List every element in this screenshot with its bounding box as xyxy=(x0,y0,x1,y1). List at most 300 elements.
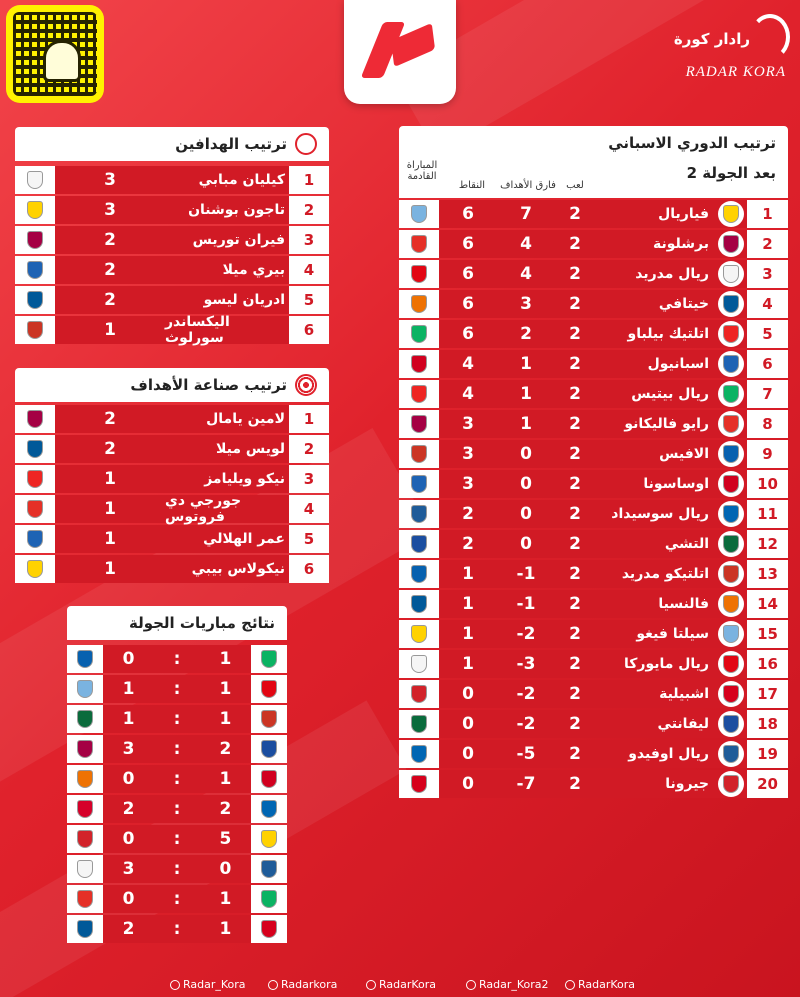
score-cell xyxy=(103,675,251,703)
next-opponent-crest-icon xyxy=(406,261,432,287)
scorers-name: فيران توريس xyxy=(165,226,289,254)
social-link[interactable] xyxy=(466,978,549,991)
social-link[interactable] xyxy=(366,978,436,991)
standing-rank: 14 xyxy=(747,590,788,618)
team-crest-wrap xyxy=(715,651,747,677)
scorers-row[interactable] xyxy=(15,286,329,314)
team-crest-icon xyxy=(22,496,48,522)
scorers-row[interactable] xyxy=(15,166,329,194)
next-match-cell xyxy=(399,230,439,258)
team-crest-icon xyxy=(22,556,48,582)
team-name: رايو فاليكانو xyxy=(624,416,709,432)
score-left: 1 xyxy=(122,679,135,699)
score-left: 2 xyxy=(122,919,135,939)
assists-row[interactable] xyxy=(15,435,329,463)
team-name: التشي xyxy=(664,536,709,552)
score-left: 1 xyxy=(122,709,135,729)
social-icon xyxy=(466,980,476,990)
team-crest-wrap xyxy=(715,561,747,587)
score-separator: : xyxy=(173,799,181,819)
away-crest-cell xyxy=(251,855,287,883)
next-match-cell xyxy=(399,680,439,708)
score-separator: : xyxy=(173,679,181,699)
played: 2 xyxy=(569,324,581,344)
away-crest-cell xyxy=(251,735,287,763)
team-crest-icon xyxy=(72,886,98,912)
crest-cell xyxy=(15,495,55,523)
next-match-cell xyxy=(399,740,439,768)
team-crest-icon xyxy=(72,766,98,792)
team-crest-icon xyxy=(718,741,744,767)
home-crest-cell xyxy=(67,825,103,853)
scorers-row[interactable] xyxy=(15,316,329,344)
scorers-value: 3 xyxy=(55,196,165,224)
social-link[interactable] xyxy=(565,978,635,991)
team-crest-icon xyxy=(72,676,98,702)
result-row[interactable] xyxy=(67,885,287,913)
team-crest-icon xyxy=(718,591,744,617)
score-left: 0 xyxy=(122,769,135,789)
team-crest-wrap xyxy=(715,261,747,287)
next-opponent-crest-icon xyxy=(406,201,432,227)
assists-row[interactable] xyxy=(15,555,329,583)
points: 3 xyxy=(462,474,474,494)
team-crest-icon xyxy=(72,796,98,822)
home-crest-cell xyxy=(67,645,103,673)
team-crest-icon xyxy=(718,261,744,287)
home-crest-cell xyxy=(67,855,103,883)
next-match-cell xyxy=(399,200,439,228)
team-crest-icon xyxy=(22,406,48,432)
next-match-cell xyxy=(399,410,439,438)
next-opponent-crest-icon xyxy=(406,291,432,317)
assists-value: 2 xyxy=(55,405,165,433)
team-crest-wrap xyxy=(715,231,747,257)
next-match-cell xyxy=(399,350,439,378)
goal-diff: 2 xyxy=(520,324,532,344)
crest-cell xyxy=(15,405,55,433)
played: 2 xyxy=(569,204,581,224)
standings-row[interactable] xyxy=(399,560,788,588)
team-crest-icon xyxy=(256,916,282,942)
standings-row[interactable] xyxy=(399,500,788,528)
result-row[interactable] xyxy=(67,735,287,763)
away-crest-cell xyxy=(251,705,287,733)
team-name: الافيس xyxy=(659,446,709,462)
col-played: لعب xyxy=(566,180,584,191)
standings-stats xyxy=(439,710,747,738)
away-crest-cell xyxy=(251,645,287,673)
next-match-cell xyxy=(399,260,439,288)
standings-stats xyxy=(439,560,747,588)
assists-rank: 1 xyxy=(289,405,329,433)
next-opponent-crest-icon xyxy=(406,771,432,797)
team-crest-icon xyxy=(718,681,744,707)
goal-diff: -2 xyxy=(516,624,536,644)
crest-cell xyxy=(15,256,55,284)
home-crest-cell xyxy=(67,765,103,793)
points: 4 xyxy=(462,384,474,404)
next-match-cell xyxy=(399,290,439,318)
scorers-name: تاجون بوشنان xyxy=(165,196,289,224)
next-opponent-crest-icon xyxy=(406,651,432,677)
team-name: اوساسونا xyxy=(643,476,709,492)
points: 0 xyxy=(462,684,474,704)
score-left: 2 xyxy=(122,799,135,819)
social-handle: Radar_Kora2 xyxy=(479,978,549,991)
standing-rank: 7 xyxy=(747,380,788,408)
scorers-name: كيليان مبابي xyxy=(165,166,289,194)
score-cell xyxy=(103,765,251,793)
standings-row[interactable] xyxy=(399,740,788,768)
home-crest-cell xyxy=(67,675,103,703)
standings-stats xyxy=(439,290,747,318)
standings-stats xyxy=(439,350,747,378)
played: 2 xyxy=(569,594,581,614)
score-right: 1 xyxy=(219,889,232,909)
team-crest-icon xyxy=(72,736,98,762)
team-crest-icon xyxy=(718,381,744,407)
team-crest-icon xyxy=(718,621,744,647)
standing-rank: 10 xyxy=(747,470,788,498)
standings-title: ترتيب الدوري الاسباني xyxy=(608,134,776,152)
standings-row[interactable] xyxy=(399,230,788,258)
standings-row[interactable] xyxy=(399,290,788,318)
home-crest-cell xyxy=(67,795,103,823)
played: 2 xyxy=(569,624,581,644)
played: 2 xyxy=(569,444,581,464)
goal-diff: 4 xyxy=(520,264,532,284)
assists-rank: 3 xyxy=(289,465,329,493)
assists-rank: 4 xyxy=(289,495,329,523)
next-match-cell xyxy=(399,500,439,528)
scorers-row[interactable] xyxy=(15,226,329,254)
assists-name: لامين يامال xyxy=(165,405,289,433)
team-crest-icon xyxy=(22,197,48,223)
standings-stats xyxy=(439,320,747,348)
standings-row[interactable] xyxy=(399,440,788,468)
played: 2 xyxy=(569,474,581,494)
score-separator: : xyxy=(173,889,181,909)
assists-rank: 5 xyxy=(289,525,329,553)
team-crest-icon xyxy=(718,651,744,677)
team-crest-icon xyxy=(256,676,282,702)
team-crest-icon xyxy=(718,501,744,527)
scorers-value: 3 xyxy=(55,166,165,194)
home-crest-cell xyxy=(67,915,103,943)
standings-row[interactable] xyxy=(399,380,788,408)
points: 4 xyxy=(462,354,474,374)
standings-row[interactable] xyxy=(399,770,788,798)
scorers-name: بيري ميلا xyxy=(165,256,289,284)
standing-rank: 2 xyxy=(747,230,788,258)
team-crest-icon xyxy=(718,531,744,557)
team-crest-wrap xyxy=(715,201,747,227)
standing-rank: 8 xyxy=(747,410,788,438)
assists-value: 1 xyxy=(55,465,165,493)
col-points: النقاط xyxy=(458,180,486,191)
score-cell xyxy=(103,645,251,673)
assists-name: جورجي دي فروتوس xyxy=(165,495,289,523)
goal-diff: 3 xyxy=(520,294,532,314)
next-match-cell xyxy=(399,560,439,588)
standings-stats xyxy=(439,620,747,648)
team-crest-icon xyxy=(22,466,48,492)
next-opponent-crest-icon xyxy=(406,621,432,647)
assists-name: عمر الهلالي xyxy=(165,525,289,553)
scorers-name: اليكساندر سورلوث xyxy=(165,316,289,344)
scorers-rank: 1 xyxy=(289,166,329,194)
scorers-rank: 4 xyxy=(289,256,329,284)
points: 1 xyxy=(462,594,474,614)
crest-cell xyxy=(15,166,55,194)
team-crest-icon xyxy=(256,886,282,912)
team-crest-wrap xyxy=(715,501,747,527)
result-row[interactable] xyxy=(67,675,287,703)
next-match-cell xyxy=(399,320,439,348)
team-crest-icon xyxy=(22,227,48,253)
standings-row[interactable] xyxy=(399,260,788,288)
standings-row[interactable] xyxy=(399,200,788,228)
standings-row[interactable] xyxy=(399,350,788,378)
goal-diff: -1 xyxy=(516,594,536,614)
standing-rank: 3 xyxy=(747,260,788,288)
score-separator: : xyxy=(173,859,181,879)
score-cell xyxy=(103,885,251,913)
next-opponent-crest-icon xyxy=(406,441,432,467)
standings-row[interactable] xyxy=(399,590,788,618)
next-match-cell xyxy=(399,650,439,678)
team-crest-icon xyxy=(718,351,744,377)
standings-row[interactable] xyxy=(399,620,788,648)
assists-header xyxy=(15,368,329,402)
result-row[interactable] xyxy=(67,765,287,793)
result-row[interactable] xyxy=(67,795,287,823)
assists-value: 1 xyxy=(55,555,165,583)
points: 1 xyxy=(462,564,474,584)
crest-cell xyxy=(15,555,55,583)
goal-diff: -3 xyxy=(516,654,536,674)
team-crest-icon xyxy=(22,257,48,283)
snapchat-ghost-icon xyxy=(43,40,81,82)
team-name: اتلتيك بيلباو xyxy=(627,326,709,342)
scorers-row[interactable] xyxy=(15,196,329,224)
goal-diff: -5 xyxy=(516,744,536,764)
points: 6 xyxy=(462,324,474,344)
crest-cell xyxy=(15,316,55,344)
score-left: 0 xyxy=(122,649,135,669)
team-name: اسبانيول xyxy=(647,356,709,372)
next-match-cell xyxy=(399,770,439,798)
points: 6 xyxy=(462,294,474,314)
next-opponent-crest-icon xyxy=(406,561,432,587)
standings-row[interactable] xyxy=(399,470,788,498)
score-cell xyxy=(103,735,251,763)
standing-rank: 16 xyxy=(747,650,788,678)
team-name: جيرونا xyxy=(665,776,709,792)
result-row[interactable] xyxy=(67,645,287,673)
score-left: 3 xyxy=(122,739,135,759)
goal-diff: 0 xyxy=(520,534,532,554)
next-match-cell xyxy=(399,380,439,408)
crest-cell xyxy=(15,286,55,314)
team-crest-icon xyxy=(718,771,744,797)
snapchat-qr-code[interactable] xyxy=(6,5,104,103)
standings-stats xyxy=(439,470,747,498)
standings-stats xyxy=(439,500,747,528)
assists-name: نيكو ويليامز xyxy=(165,465,289,493)
next-opponent-crest-icon xyxy=(406,351,432,377)
result-row[interactable] xyxy=(67,855,287,883)
team-crest-icon xyxy=(718,291,744,317)
col-goal-diff: فارق الأهداف xyxy=(500,180,556,191)
standings-stats xyxy=(439,440,747,468)
goal-diff: 0 xyxy=(520,444,532,464)
points: 1 xyxy=(462,654,474,674)
team-crest-icon xyxy=(256,856,282,882)
scorers-value: 2 xyxy=(55,226,165,254)
crest-cell xyxy=(15,226,55,254)
away-crest-cell xyxy=(251,765,287,793)
next-match-cell xyxy=(399,440,439,468)
score-separator: : xyxy=(173,769,181,789)
team-crest-icon xyxy=(718,471,744,497)
team-name: فياريال xyxy=(658,206,709,222)
assists-value: 1 xyxy=(55,525,165,553)
football-icon xyxy=(295,133,317,155)
standing-rank: 6 xyxy=(747,350,788,378)
brand-latin: RADAR KORA xyxy=(685,64,786,80)
team-name: اشبيلية xyxy=(659,686,709,702)
score-right: 2 xyxy=(219,799,232,819)
played: 2 xyxy=(569,714,581,734)
standings-stats xyxy=(439,740,747,768)
away-crest-cell xyxy=(251,915,287,943)
standings-row[interactable] xyxy=(399,320,788,348)
results-header xyxy=(67,606,287,640)
played: 2 xyxy=(569,234,581,254)
points: 0 xyxy=(462,744,474,764)
team-crest-wrap xyxy=(715,741,747,767)
assists-name: لويس ميلا xyxy=(165,435,289,463)
scorers-value: 2 xyxy=(55,256,165,284)
played: 2 xyxy=(569,564,581,584)
score-cell xyxy=(103,855,251,883)
score-right: 1 xyxy=(219,649,232,669)
team-crest-icon xyxy=(718,201,744,227)
score-separator: : xyxy=(173,739,181,759)
assists-row[interactable] xyxy=(15,495,329,523)
points: 6 xyxy=(462,204,474,224)
result-row[interactable] xyxy=(67,915,287,943)
played: 2 xyxy=(569,774,581,794)
team-crest-icon xyxy=(72,826,98,852)
home-crest-cell xyxy=(67,705,103,733)
standings-row[interactable] xyxy=(399,680,788,708)
standing-rank: 17 xyxy=(747,680,788,708)
points: 6 xyxy=(462,264,474,284)
score-right: 5 xyxy=(219,829,232,849)
assists-row[interactable] xyxy=(15,405,329,433)
standings-stats xyxy=(439,410,747,438)
score-left: 0 xyxy=(122,889,135,909)
standing-rank: 20 xyxy=(747,770,788,798)
assists-value: 2 xyxy=(55,435,165,463)
team-crest-icon xyxy=(72,646,98,672)
team-crest-icon xyxy=(256,706,282,732)
team-name: ريال بيتيس xyxy=(631,386,709,402)
played: 2 xyxy=(569,684,581,704)
team-crest-wrap xyxy=(715,771,747,797)
scorers-rank: 2 xyxy=(289,196,329,224)
standings-row[interactable] xyxy=(399,710,788,738)
social-link[interactable] xyxy=(170,978,246,991)
assists-row[interactable] xyxy=(15,525,329,553)
assists-row[interactable] xyxy=(15,465,329,493)
played: 2 xyxy=(569,414,581,434)
next-match-cell xyxy=(399,710,439,738)
team-crest-wrap xyxy=(715,321,747,347)
goal-diff: 1 xyxy=(520,354,532,374)
next-opponent-crest-icon xyxy=(406,501,432,527)
standing-rank: 11 xyxy=(747,500,788,528)
team-crest-icon xyxy=(718,231,744,257)
points: 6 xyxy=(462,234,474,254)
standing-rank: 15 xyxy=(747,620,788,648)
standings-row[interactable] xyxy=(399,410,788,438)
standings-row[interactable] xyxy=(399,530,788,558)
standings-stats xyxy=(439,530,747,558)
next-match-cell xyxy=(399,620,439,648)
result-row[interactable] xyxy=(67,705,287,733)
standing-rank: 9 xyxy=(747,440,788,468)
team-crest-icon xyxy=(22,436,48,462)
standings-row[interactable] xyxy=(399,650,788,678)
team-crest-wrap xyxy=(715,291,747,317)
brand-arabic: رادار كورة xyxy=(673,30,750,48)
next-opponent-crest-icon xyxy=(406,411,432,437)
points: 2 xyxy=(462,504,474,524)
team-crest-icon xyxy=(72,856,98,882)
score-right: 1 xyxy=(219,769,232,789)
result-row[interactable] xyxy=(67,825,287,853)
next-opponent-crest-icon xyxy=(406,711,432,737)
social-link[interactable] xyxy=(268,978,337,991)
swirl-icon xyxy=(750,14,790,60)
team-crest-icon xyxy=(256,826,282,852)
team-crest-wrap xyxy=(715,621,747,647)
scorers-name: ادريان ليسو xyxy=(165,286,289,314)
team-crest-icon xyxy=(718,411,744,437)
away-crest-cell xyxy=(251,885,287,913)
team-crest-icon xyxy=(718,711,744,737)
played: 2 xyxy=(569,354,581,374)
scorers-row[interactable] xyxy=(15,256,329,284)
team-name: فالنسيا xyxy=(658,596,709,612)
team-crest-wrap xyxy=(715,531,747,557)
team-crest-icon xyxy=(72,706,98,732)
score-cell xyxy=(103,915,251,943)
standing-rank: 1 xyxy=(747,200,788,228)
radar-kora-logo xyxy=(660,14,790,84)
team-name: ريال مايوركا xyxy=(623,656,709,672)
team-crest-icon xyxy=(256,736,282,762)
goal-diff: -7 xyxy=(516,774,536,794)
goal-diff: 4 xyxy=(520,234,532,254)
team-name: ريال سوسيداد xyxy=(611,506,709,522)
next-match-cell xyxy=(399,530,439,558)
social-icon xyxy=(268,980,278,990)
